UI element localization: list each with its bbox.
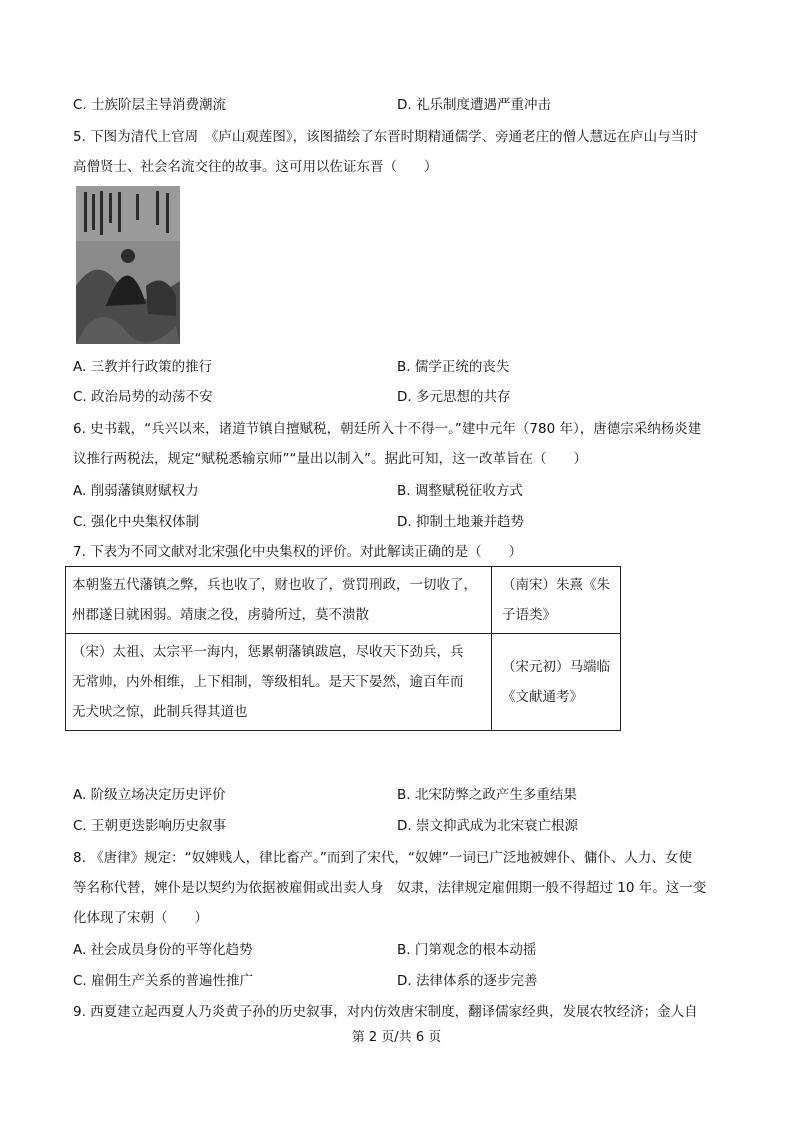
q8-option-c: C. 雇佣生产关系的普遍性推广: [73, 973, 254, 989]
option-d: D. 礼乐制度遭遇严重冲击: [397, 97, 551, 113]
question-8-stem-line-3: 化体现了宋朝（ ）: [73, 910, 208, 926]
painting-image: [76, 186, 180, 344]
q7-option-d: D. 崇文抑武成为北宋衰亡根源: [397, 818, 578, 834]
q6-option-a: A. 削弱藩镇财赋权力: [73, 483, 199, 499]
quote-line: 州郡遂日就困弱。靖康之役，虏骑所过，莫不溃散: [72, 607, 369, 623]
source-line: 子语类》: [502, 607, 556, 623]
q8-option-b: B. 门第观念的根本动摇: [397, 942, 537, 958]
table-row: [66, 567, 621, 634]
q5-option-b: B. 儒学正统的丧失: [397, 359, 510, 375]
source-line: （宋元初）马端临: [502, 659, 610, 675]
q5-option-c: C. 政治局势的动荡不安: [73, 389, 213, 405]
table-cell-quote: [66, 634, 492, 731]
question-9-stem-line-1: 9. 西夏建立起西夏人乃炎黄子孙的历史叙事，对内仿效唐宋制度，翻译儒家经典，发展农牧经济；金人自: [73, 1004, 698, 1020]
table-cell-source: [492, 567, 621, 634]
q8-option-d: D. 法律体系的逐步完善: [397, 973, 538, 989]
question-6-stem-line-1: 6. 史书载，“兵兴以来，诸道节镇自擅赋税，朝廷所入十不得一。”建中元年（780 年），唐德宗采纳杨炎建: [73, 421, 702, 437]
q6-option-c: C. 强化中央集权体制: [73, 514, 200, 530]
q7-option-a: A. 阶级立场决定历史评价: [73, 787, 226, 803]
q5-option-d: D. 多元思想的共存: [397, 389, 511, 405]
q8-option-a: A. 社会成员身份的平等化趋势: [73, 942, 253, 958]
question-5-stem-line-2: 高僧贤士、社会名流交往的故事。这可用以佐证东晋（ ）: [73, 159, 438, 175]
page-number: 第 2 页/共 6 页: [351, 1030, 442, 1045]
question-8-stem-line-2: 等名称代替，婢仆是以契约为依据被雇佣或出卖人身 奴隶，法律规定雇佣期一般不得超过 10 年。这一变: [73, 880, 707, 896]
q7-option-c: C. 王朝更迭影响历史叙事: [73, 818, 227, 834]
q6-option-b: B. 调整赋税征收方式: [397, 483, 523, 499]
q7-option-b: B. 北宋防弊之政产生多重结果: [397, 787, 577, 803]
source-line: 《文献通考》: [502, 689, 583, 705]
table-cell-quote: [66, 567, 492, 634]
quote-line: 无常帅，内外相维，上下相制，等级相轧。是天下晏然，逾百年而: [72, 674, 464, 690]
quote-line: 无犬吠之惊，此制兵得其道也: [72, 704, 248, 720]
q6-option-d: D. 抑制土地兼并趋势: [397, 514, 524, 530]
evaluation-table: [65, 566, 621, 731]
quote-line: 本朝鉴五代藩镇之弊，兵也收了，财也收了，赏罚刑政，一切收了，: [72, 577, 477, 593]
table-row: [66, 634, 621, 731]
painting-illustration: [76, 186, 180, 344]
question-7-stem: 7. 下表为不同文献对北宋强化中央集权的评价。对此解读正确的是（ ）: [73, 544, 523, 560]
question-8-stem-line-1: 8. 《唐律》规定：“奴婢贱人，律比畜产。”而到了宋代，“奴婢”一词已广泛地被婢仆、傭仆、人力、女使: [73, 850, 692, 866]
source-line: （南宋）朱熹《朱: [502, 577, 610, 593]
option-c: C. 士族阶层主导消费潮流: [73, 97, 227, 113]
q5-option-a: A. 三教并行政策的推行: [73, 359, 213, 375]
quote-line: （宋）太祖、太宗平一海内，惩累朝藩镇跋扈，尽收天下劲兵，兵: [72, 644, 464, 660]
question-6-stem-line-2: 议推行两税法，规定“赋税悉输京师”“量出以制入”。据此可知，这一改革旨在（ ）: [73, 451, 587, 467]
question-5-stem-line-1: 5. 下图为清代上官周 《庐山观莲图》，该图描绘了东晋时期精通儒学、旁通老庄的僧人慧远在庐山与当时: [73, 129, 698, 145]
table-cell-source: [492, 634, 621, 731]
